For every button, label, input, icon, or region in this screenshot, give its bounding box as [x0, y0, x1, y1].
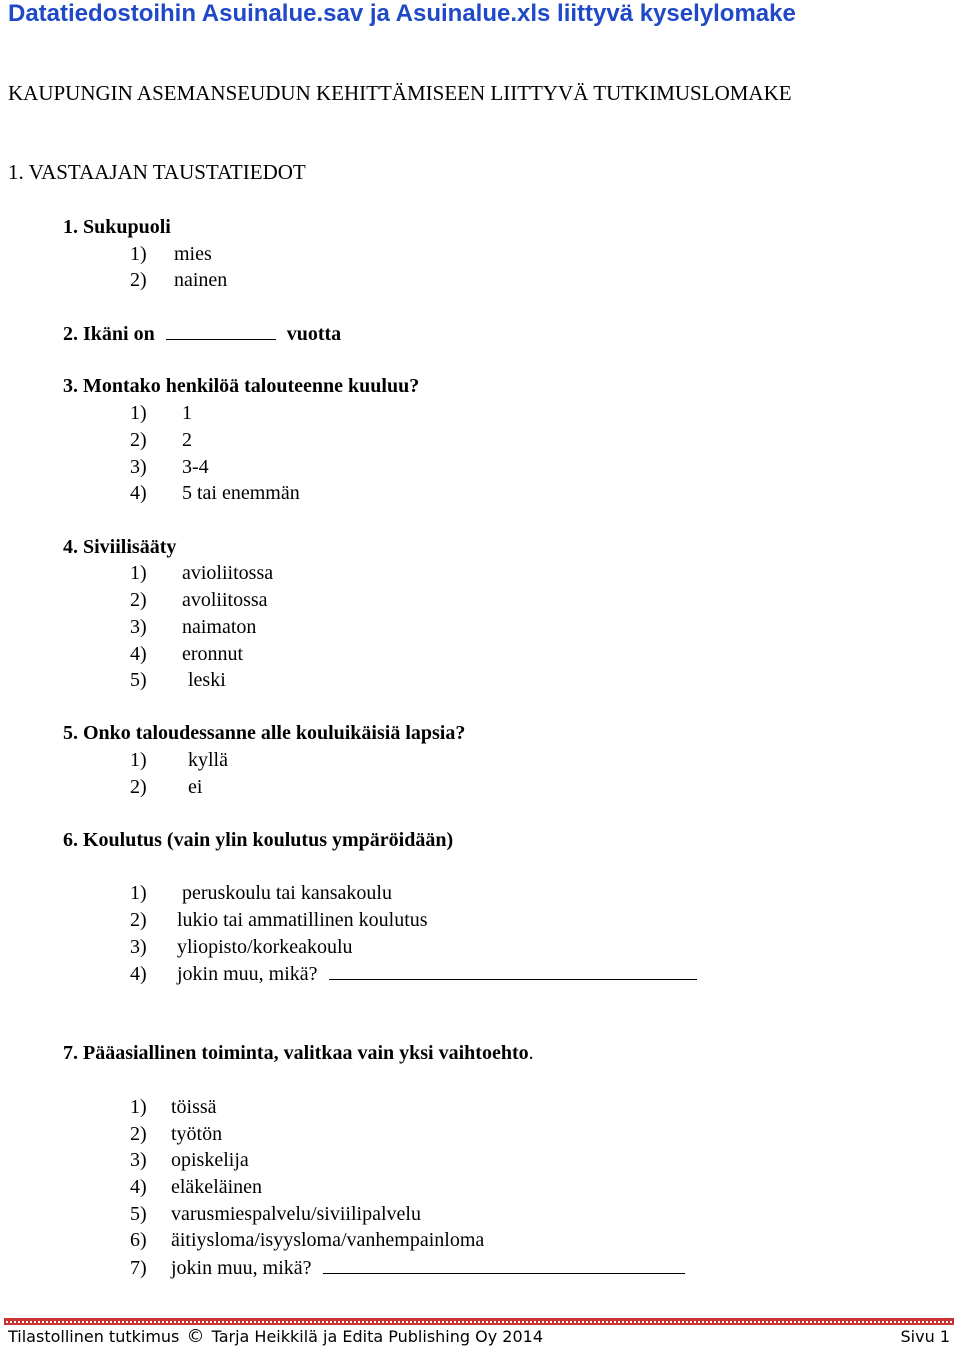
question-3-option-1 [130, 401, 192, 425]
option-text: kyllä [188, 749, 228, 771]
question-7-option-3 [130, 1148, 249, 1172]
question-6-label: 6. Koulutus (vain ylin koulutus ympäröidään) [63, 829, 454, 851]
question-7-option-2 [130, 1122, 222, 1146]
option-text: opiskelija [171, 1149, 249, 1171]
option-number: 5) [130, 1203, 147, 1225]
question-4-option-3 [130, 615, 256, 639]
question-7-label [63, 1041, 534, 1065]
question-2-label [63, 321, 341, 346]
option-number: 4) [130, 643, 147, 665]
question-4-option-1 [130, 561, 273, 585]
question-3-option-2 [130, 428, 192, 452]
option-text: varusmiespalvelu/siviilipalvelu [171, 1203, 421, 1225]
option-number: 2) [130, 269, 147, 291]
question-3-label: 3. Montako henkilöä talouteenne kuuluu? [63, 375, 420, 397]
age-answer-blank[interactable] [166, 321, 276, 340]
question-6-option-2 [130, 908, 428, 932]
option-text: yliopisto/korkeakoulu [177, 936, 353, 958]
option-number: 5) [130, 669, 147, 691]
option-text: eronnut [182, 643, 244, 665]
question-4-option-4 [130, 642, 243, 666]
option-text: ei [188, 776, 203, 798]
option-text: peruskoulu tai kansakoulu [182, 882, 392, 904]
footer-credit-after: Tarja Heikkilä ja Edita Publishing Oy 2014 [211, 1327, 543, 1346]
option-number: 1) [130, 1096, 147, 1118]
question-7-option-7 [130, 1255, 685, 1280]
option-number: 3) [130, 936, 147, 958]
option-number: 2) [130, 1123, 147, 1145]
question-3-option-4 [130, 481, 300, 505]
question-5-option-2 [130, 775, 202, 799]
option-number: 6) [130, 1229, 147, 1251]
form-title: KAUPUNGIN ASEMANSEUDUN KEHITTÄMISEEN LIITTYVÄ TUTKIMUSLOMAKE [8, 81, 792, 105]
option-text: 5 tai enemmän [182, 482, 300, 504]
option-number: 4) [130, 1176, 147, 1198]
question-1-option-2 [130, 268, 227, 292]
question-6-option-4 [130, 961, 697, 986]
question-5-label: 5. Onko taloudessanne alle kouluikäisiä lapsia? [63, 722, 466, 744]
option-text: jokin muu, mikä? [177, 963, 318, 985]
option-number: 1) [130, 243, 147, 265]
question-4-option-5 [130, 668, 226, 692]
question-7-option-1 [130, 1095, 217, 1119]
question-7-label-text: 7. Pääasiallinen toiminta, valitkaa vain yksi vaihtoehto [63, 1042, 529, 1064]
option-number: 2) [130, 909, 147, 931]
option-number: 1) [130, 749, 147, 771]
option-number: 4) [130, 963, 147, 985]
question-7-label-suffix: . [528, 1042, 534, 1064]
page-number: Sivu 1 [900, 1327, 950, 1346]
question-4-label: 4. Siviilisääty [63, 536, 177, 558]
option-text: nainen [174, 269, 228, 291]
question-7-option-6 [130, 1228, 484, 1252]
footer-rule [4, 1318, 954, 1325]
option-text: naimaton [182, 616, 257, 638]
option-number: 2) [130, 429, 147, 451]
question-6-option-3 [130, 935, 353, 959]
footer-credit [8, 1326, 543, 1348]
question-1-option-1 [130, 242, 212, 266]
option-text: avoliitossa [182, 589, 268, 611]
section-title: 1. VASTAAJAN TAUSTATIEDOT [8, 160, 306, 184]
option-text: avioliitossa [182, 562, 274, 584]
option-number: 3) [130, 456, 147, 478]
option-number: 3) [130, 1149, 147, 1171]
question-1-label: 1. Sukupuoli [63, 216, 171, 238]
option-text: leski [188, 669, 226, 691]
question-2-label-after: vuotta [286, 323, 342, 345]
footer-credit-before: Tilastollinen tutkimus [8, 1327, 180, 1346]
option-number: 1) [130, 882, 147, 904]
option-number: 7) [130, 1257, 147, 1279]
document-title: Datatiedostoihin Asuinalue.sav ja Asuinalue.xls liittyvä kyselylomake [8, 0, 796, 27]
question-2-label-before: 2. Ikäni on [63, 323, 155, 345]
option-text: 2 [182, 429, 192, 451]
question-3-option-3 [130, 455, 209, 479]
option-text: työtön [171, 1123, 223, 1145]
option-number: 1) [130, 402, 147, 424]
question-5-option-1 [130, 748, 228, 772]
question-7-option-5 [130, 1202, 421, 1226]
question-6-option-1 [130, 881, 392, 905]
option-text: 3-4 [182, 456, 209, 478]
option-number: 3) [130, 616, 147, 638]
option-number: 2) [130, 589, 147, 611]
option-text: 1 [182, 402, 192, 424]
option-text: eläkeläinen [171, 1176, 263, 1198]
other-activity-answer-blank[interactable] [323, 1255, 685, 1274]
copyright-icon: © [186, 1326, 205, 1347]
option-text: jokin muu, mikä? [171, 1257, 312, 1279]
question-7-option-4 [130, 1175, 262, 1199]
option-text: töissä [171, 1096, 217, 1118]
other-education-answer-blank[interactable] [329, 961, 697, 980]
option-text: äitiysloma/isyysloma/vanhempainloma [171, 1229, 485, 1251]
option-number: 4) [130, 482, 147, 504]
option-text: mies [174, 243, 212, 265]
option-text: lukio tai ammatillinen koulutus [177, 909, 428, 931]
question-4-option-2 [130, 588, 268, 612]
option-number: 2) [130, 776, 147, 798]
option-number: 1) [130, 562, 147, 584]
